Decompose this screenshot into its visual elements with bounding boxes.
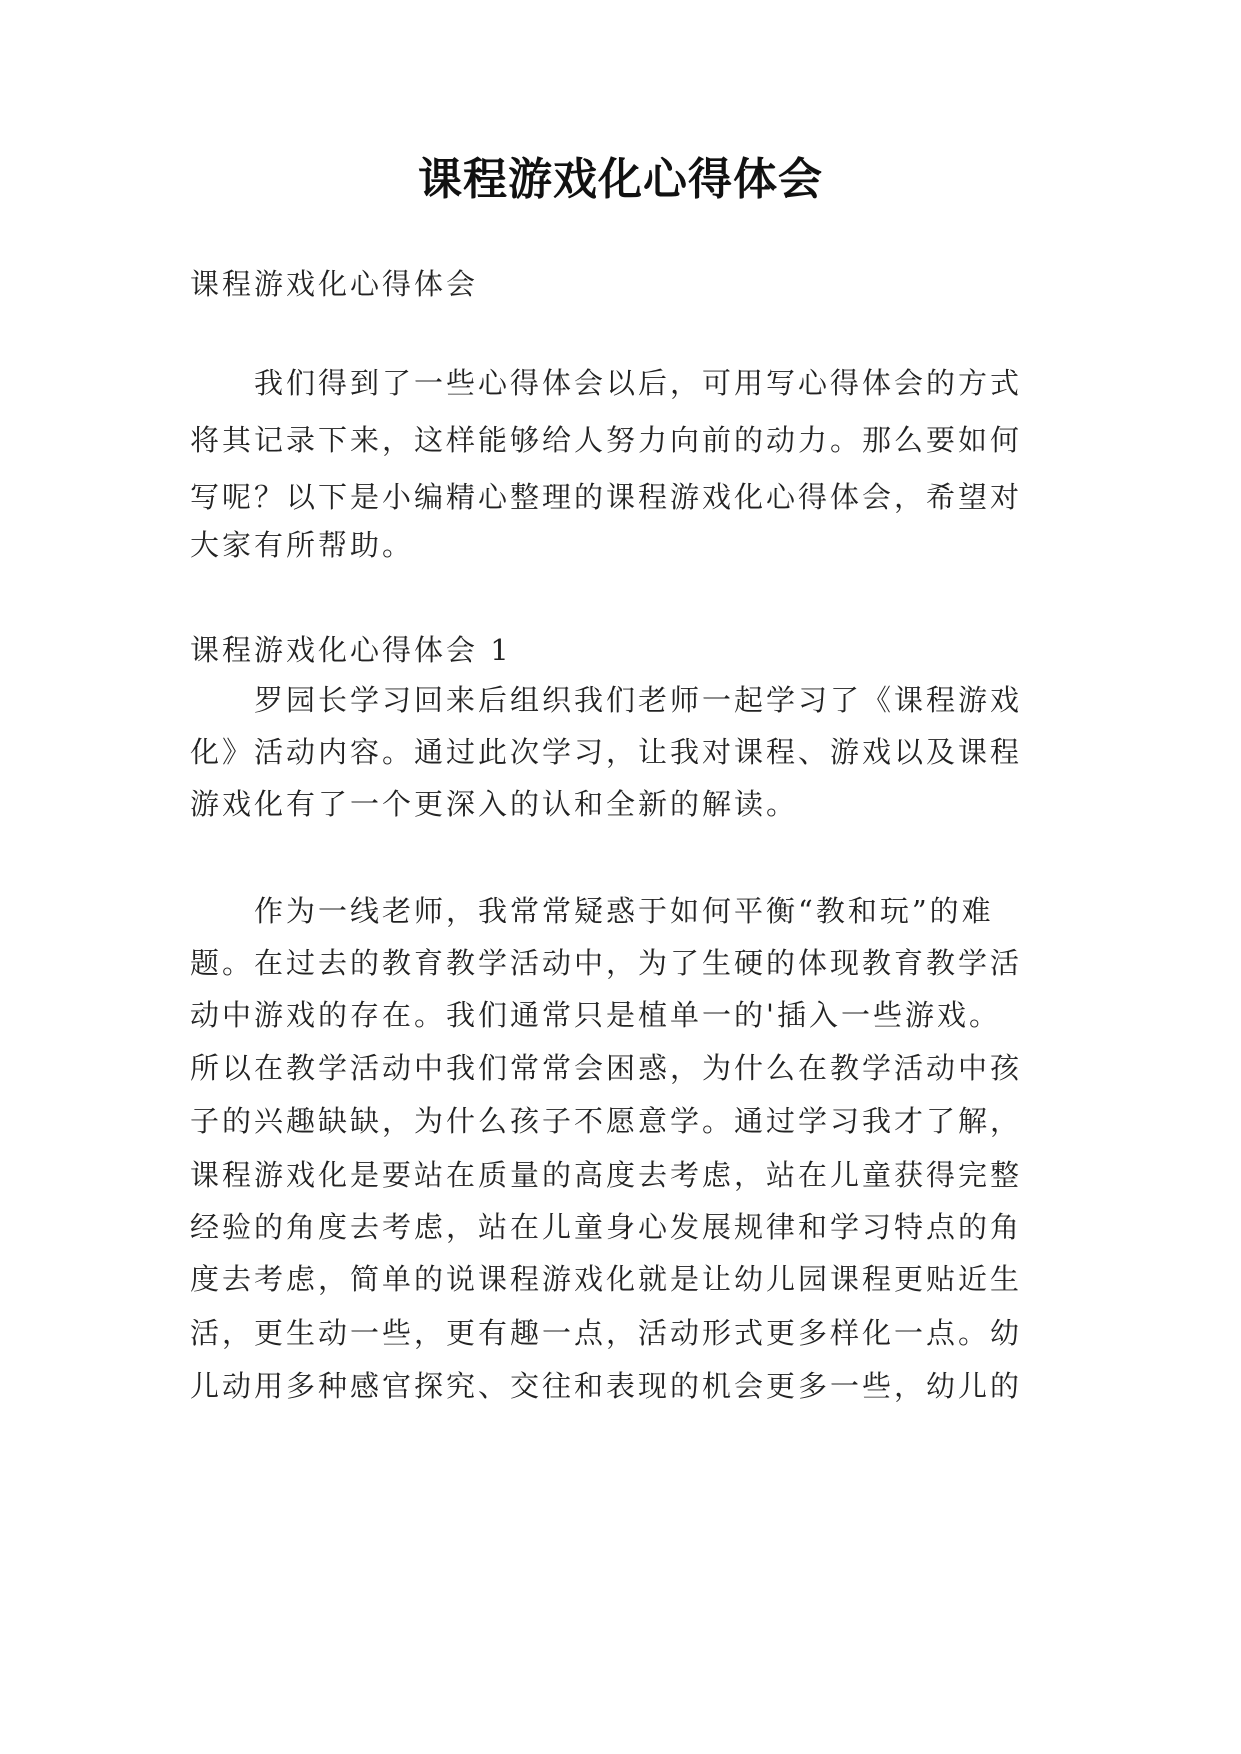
paragraph-line: 子的兴趣缺缺，为什么孩子不愿意学。通过学习我才了解， xyxy=(190,1104,1023,1138)
section-heading: 课程游戏化心得体会 1 xyxy=(190,633,512,667)
document-subtitle: 课程游戏化心得体会 xyxy=(190,267,479,301)
paragraph-line: 罗园长学习回来后组织我们老师一起学习了《课程游戏 xyxy=(254,683,1023,717)
paragraph-line: 动中游戏的存在。我们通常只是植单一的'插入一些游戏。 xyxy=(190,998,1001,1032)
paragraph-line: 化》活动内容。通过此次学习，让我对课程、游戏以及课程 xyxy=(190,735,1023,769)
paragraph-line: 题。在过去的教育教学活动中，为了生硬的体现教育教学活 xyxy=(190,946,1023,980)
intro-line: 大家有所帮助。 xyxy=(190,528,415,562)
paragraph-line: 作为一线老师，我常常疑惑于如何平衡“教和玩”的难 xyxy=(254,894,994,928)
intro-line: 将其记录下来，这样能够给人努力向前的动力。那么要如何 xyxy=(190,423,1023,457)
paragraph-line: 课程游戏化是要站在质量的高度去考虑，站在儿童获得完整 xyxy=(190,1158,1023,1192)
paragraph-line: 儿动用多种感官探究、交往和表现的机会更多一些，幼儿的 xyxy=(190,1369,1023,1403)
intro-line: 我们得到了一些心得体会以后，可用写心得体会的方式 xyxy=(254,366,1023,400)
paragraph-line: 游戏化有了一个更深入的认和全新的解读。 xyxy=(190,787,799,821)
paragraph-line: 所以在教学活动中我们常常会困惑，为什么在教学活动中孩 xyxy=(190,1051,1023,1085)
intro-line: 写呢？以下是小编精心整理的课程游戏化心得体会，希望对 xyxy=(190,480,1023,514)
paragraph-line: 经验的角度去考虑，站在儿童身心发展规律和学习特点的角 xyxy=(190,1210,1023,1244)
paragraph-line: 度去考虑，简单的说课程游戏化就是让幼儿园课程更贴近生 xyxy=(190,1262,1023,1296)
document-title: 课程游戏化心得体会 xyxy=(418,154,823,205)
paragraph-line: 活，更生动一些，更有趣一点，活动形式更多样化一点。幼 xyxy=(190,1316,1023,1350)
